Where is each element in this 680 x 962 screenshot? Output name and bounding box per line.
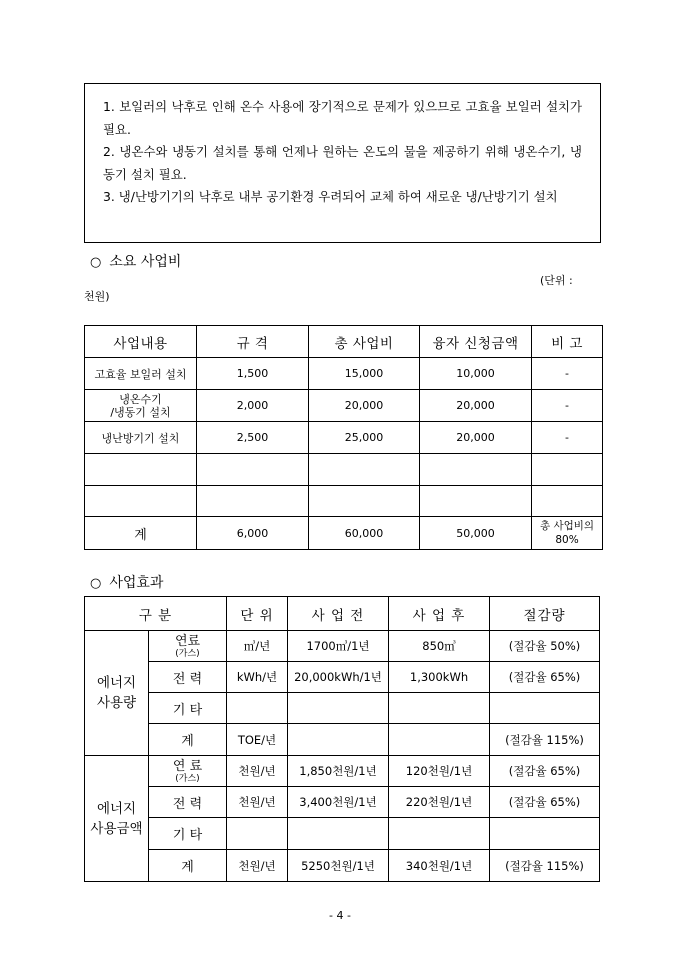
col-header: 사업내용 bbox=[85, 326, 197, 358]
table-row-empty bbox=[85, 454, 603, 486]
cost-title: 소요 사업비 bbox=[109, 254, 182, 270]
page-number: - 4 - bbox=[329, 909, 351, 922]
unit-label-a: (단위 : bbox=[540, 274, 573, 287]
cell-sub bbox=[149, 756, 227, 787]
table-row bbox=[85, 724, 600, 756]
cell-unit: TOE/년 bbox=[227, 724, 288, 756]
col-header: 절감량 bbox=[490, 597, 600, 631]
sum-note-line2: 80% bbox=[555, 534, 579, 546]
cell-after: 850㎥ bbox=[389, 631, 490, 662]
note-1: 1. 보일러의 낙후로 인해 온수 사용에 장기적으로 문제가 있으므로 고효율 보일러 설치가 필요. bbox=[103, 99, 582, 137]
cell-unit: ㎥/년 bbox=[227, 631, 288, 662]
cell-total: 15,000 bbox=[309, 358, 420, 390]
cell-unit: 천원/년 bbox=[227, 787, 288, 818]
table-row bbox=[85, 850, 600, 882]
cell-sum-label: 계 bbox=[85, 517, 197, 550]
table-row bbox=[85, 422, 603, 454]
sum-note-line1: 총 사업비의 bbox=[539, 520, 595, 532]
table-row bbox=[85, 787, 600, 818]
col-header: 단 위 bbox=[227, 597, 288, 631]
cell-item-line1: 냉온수기 bbox=[119, 392, 162, 406]
cell-sub bbox=[149, 631, 227, 662]
cell-before: 5250천원/1년 bbox=[288, 850, 389, 882]
cell-sub: 전 력 bbox=[149, 787, 227, 818]
cell-loan: 10,000 bbox=[420, 358, 532, 390]
table-row bbox=[85, 693, 600, 724]
cell-after bbox=[389, 818, 490, 850]
table-row bbox=[85, 756, 600, 787]
cell-before: 20,000kWh/1년 bbox=[288, 662, 389, 693]
cell-note: - bbox=[532, 358, 603, 390]
cell-unit bbox=[227, 693, 288, 724]
unit-label-b: 천원) bbox=[84, 290, 110, 303]
cell-after bbox=[389, 724, 490, 756]
cost-table bbox=[84, 325, 603, 550]
cell-saving: (절감율 65%) bbox=[490, 787, 600, 818]
cell-saving bbox=[490, 818, 600, 850]
effect-table-header bbox=[85, 597, 600, 631]
cell-saving bbox=[490, 693, 600, 724]
cell-unit: 천원/년 bbox=[227, 850, 288, 882]
circle-bullet-icon: ○ bbox=[90, 255, 102, 270]
cell-after: 1,300kWh bbox=[389, 662, 490, 693]
table-row bbox=[85, 390, 603, 422]
cell-saving: (절감율 65%) bbox=[490, 756, 600, 787]
sub-main: 연료 bbox=[174, 633, 201, 649]
sub-main: 연 료 bbox=[172, 758, 203, 774]
table-row bbox=[85, 662, 600, 693]
cell-after bbox=[389, 693, 490, 724]
cell-item: 냉난방기기 설치 bbox=[85, 422, 197, 454]
note-3: 3. 냉/난방기기의 낙후로 내부 공기환경 우려되어 교체 하여 새로운 냉/난방기기 설치 bbox=[103, 189, 558, 205]
cell-total: 60,000 bbox=[309, 517, 420, 550]
cell-saving: (절감율 115%) bbox=[490, 724, 600, 756]
cell-loan: 20,000 bbox=[420, 390, 532, 422]
cell-before: 1,850천원/1년 bbox=[288, 756, 389, 787]
col-header: 총 사업비 bbox=[309, 326, 420, 358]
col-header: 사 업 후 bbox=[389, 597, 490, 631]
group-label-line2: 사용량 bbox=[96, 695, 137, 711]
cell-sub: 계 bbox=[149, 850, 227, 882]
cell-loan: 20,000 bbox=[420, 422, 532, 454]
effect-table bbox=[84, 596, 600, 882]
cell-saving: (절감율 115%) bbox=[490, 850, 600, 882]
cell-total: 20,000 bbox=[309, 390, 420, 422]
cell-unit bbox=[227, 818, 288, 850]
cell-sub: 기 타 bbox=[149, 818, 227, 850]
table-row-empty bbox=[85, 486, 603, 517]
sub-small: (가스) bbox=[175, 773, 200, 784]
cell-loan: 50,000 bbox=[420, 517, 532, 550]
cell-after: 340천원/1년 bbox=[389, 850, 490, 882]
cell-sub: 전 력 bbox=[149, 662, 227, 693]
cell-item: 고효율 보일러 설치 bbox=[85, 358, 197, 390]
cell-unit: 천원/년 bbox=[227, 756, 288, 787]
cost-heading bbox=[90, 251, 181, 271]
cell-before: 3,400천원/1년 bbox=[288, 787, 389, 818]
cell-spec: 2,000 bbox=[197, 390, 309, 422]
col-header: 사 업 전 bbox=[288, 597, 389, 631]
sub-small: (가스) bbox=[175, 648, 200, 659]
table-row-sum bbox=[85, 517, 603, 550]
cell-spec: 2,500 bbox=[197, 422, 309, 454]
cost-table-header bbox=[85, 326, 603, 358]
col-header: 규 격 bbox=[197, 326, 309, 358]
cell-item-line2: /냉동기 설치 bbox=[110, 405, 171, 419]
cell-sub: 기 타 bbox=[149, 693, 227, 724]
cell-note: - bbox=[532, 422, 603, 454]
notes-box bbox=[84, 83, 601, 243]
effect-heading bbox=[90, 572, 163, 592]
cell-note: - bbox=[532, 390, 603, 422]
group-label bbox=[85, 756, 149, 882]
col-header: 구 분 bbox=[85, 597, 227, 631]
table-row bbox=[85, 631, 600, 662]
group-label-line1: 에너지 bbox=[96, 675, 137, 691]
cell-before bbox=[288, 818, 389, 850]
group-label-line2: 사용금액 bbox=[90, 820, 143, 837]
group-label-line1: 에너지 bbox=[96, 800, 137, 817]
cell-unit: kWh/년 bbox=[227, 662, 288, 693]
cell-before bbox=[288, 693, 389, 724]
col-header: 융자 신청금액 bbox=[420, 326, 532, 358]
cell-sub: 계 bbox=[149, 724, 227, 756]
effect-title: 사업효과 bbox=[109, 575, 164, 591]
cell-saving: (절감율 50%) bbox=[490, 631, 600, 662]
cell-after: 120천원/1년 bbox=[389, 756, 490, 787]
group-label bbox=[85, 631, 149, 756]
cell-after: 220천원/1년 bbox=[389, 787, 490, 818]
cell-note bbox=[532, 517, 603, 550]
cell-before: 1700㎥/1년 bbox=[288, 631, 389, 662]
cell-spec: 6,000 bbox=[197, 517, 309, 550]
cell-before bbox=[288, 724, 389, 756]
cell-item bbox=[85, 390, 197, 422]
table-row bbox=[85, 818, 600, 850]
col-header: 비 고 bbox=[532, 326, 603, 358]
table-row bbox=[85, 358, 603, 390]
cell-spec: 1,500 bbox=[197, 358, 309, 390]
circle-bullet-icon: ○ bbox=[90, 576, 102, 591]
cell-total: 25,000 bbox=[309, 422, 420, 454]
cell-saving: (절감율 65%) bbox=[490, 662, 600, 693]
note-2: 2. 냉온수와 냉동기 설치를 통해 언제나 원하는 온도의 물을 제공하기 위해 냉온수기, 냉동기 설치 필요. bbox=[103, 144, 582, 182]
